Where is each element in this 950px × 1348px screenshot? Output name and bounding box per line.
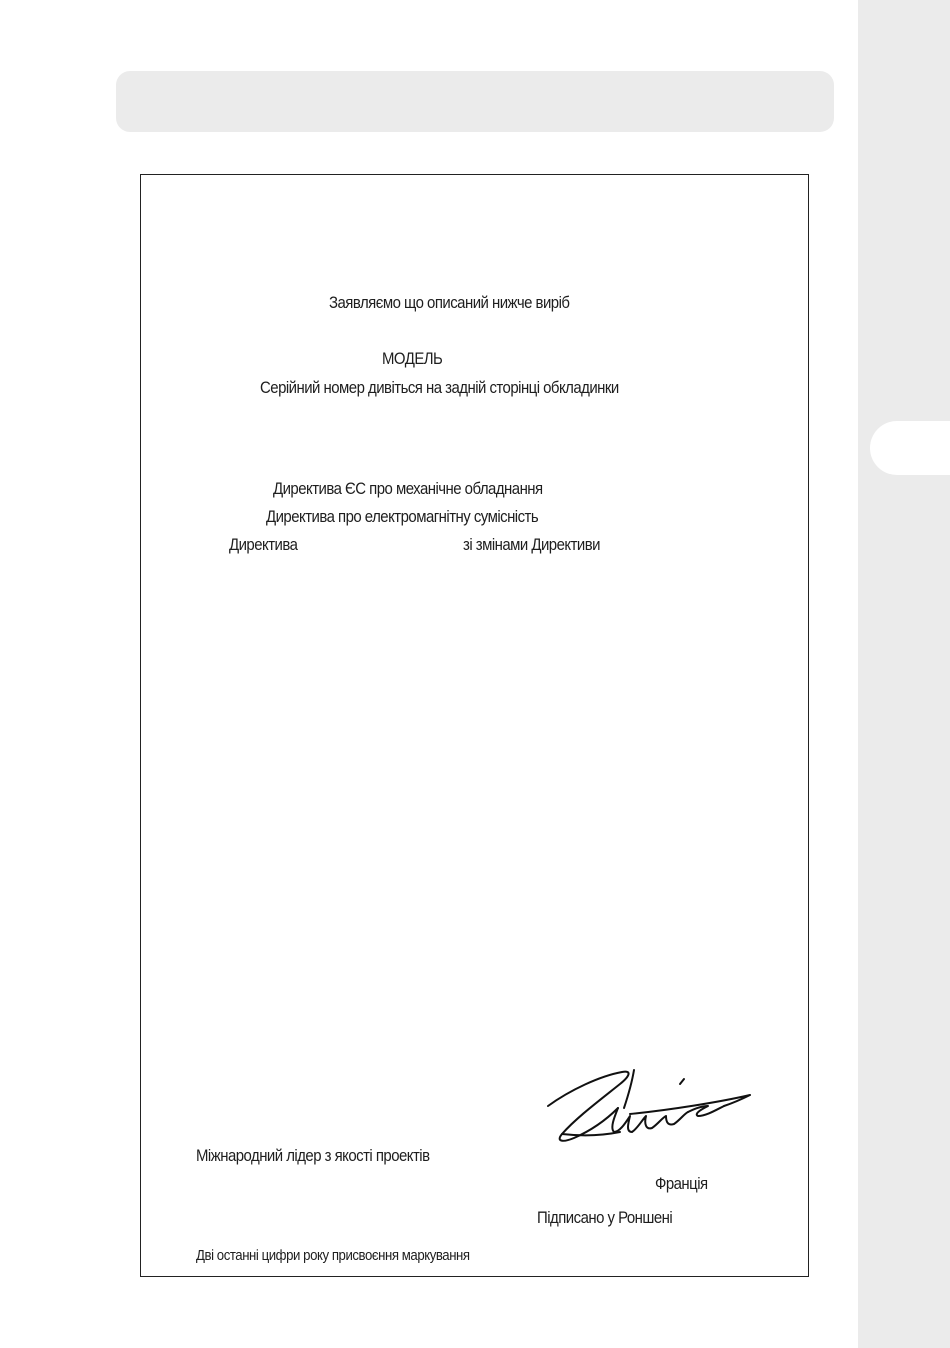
declaration-line: Заявляємо що описаний нижче виріб <box>329 293 570 312</box>
side-tab <box>870 421 950 475</box>
signed-place: Підписано у Роншені <box>537 1208 673 1227</box>
header-bar <box>116 71 834 132</box>
side-strip <box>858 0 950 1348</box>
footnote: Дві останні цифри року присвоєння маркування <box>196 1247 470 1264</box>
directive-emc: Директива про електромагнітну сумісність <box>266 507 539 526</box>
serial-number-line: Серійний номер дивіться на задній сторінці обкладинки <box>260 378 619 397</box>
company-tagline: Міжнародний лідер з якості проектів <box>196 1146 430 1165</box>
country: Франція <box>655 1174 708 1193</box>
signature-icon <box>540 1062 755 1148</box>
directive-amended: зі змінами Директиви <box>463 535 600 554</box>
directive-word: Директива <box>229 535 298 554</box>
model-label: МОДЕЛЬ <box>382 349 443 368</box>
directive-machinery: Директива ЄС про механічне обладнання <box>273 479 543 498</box>
